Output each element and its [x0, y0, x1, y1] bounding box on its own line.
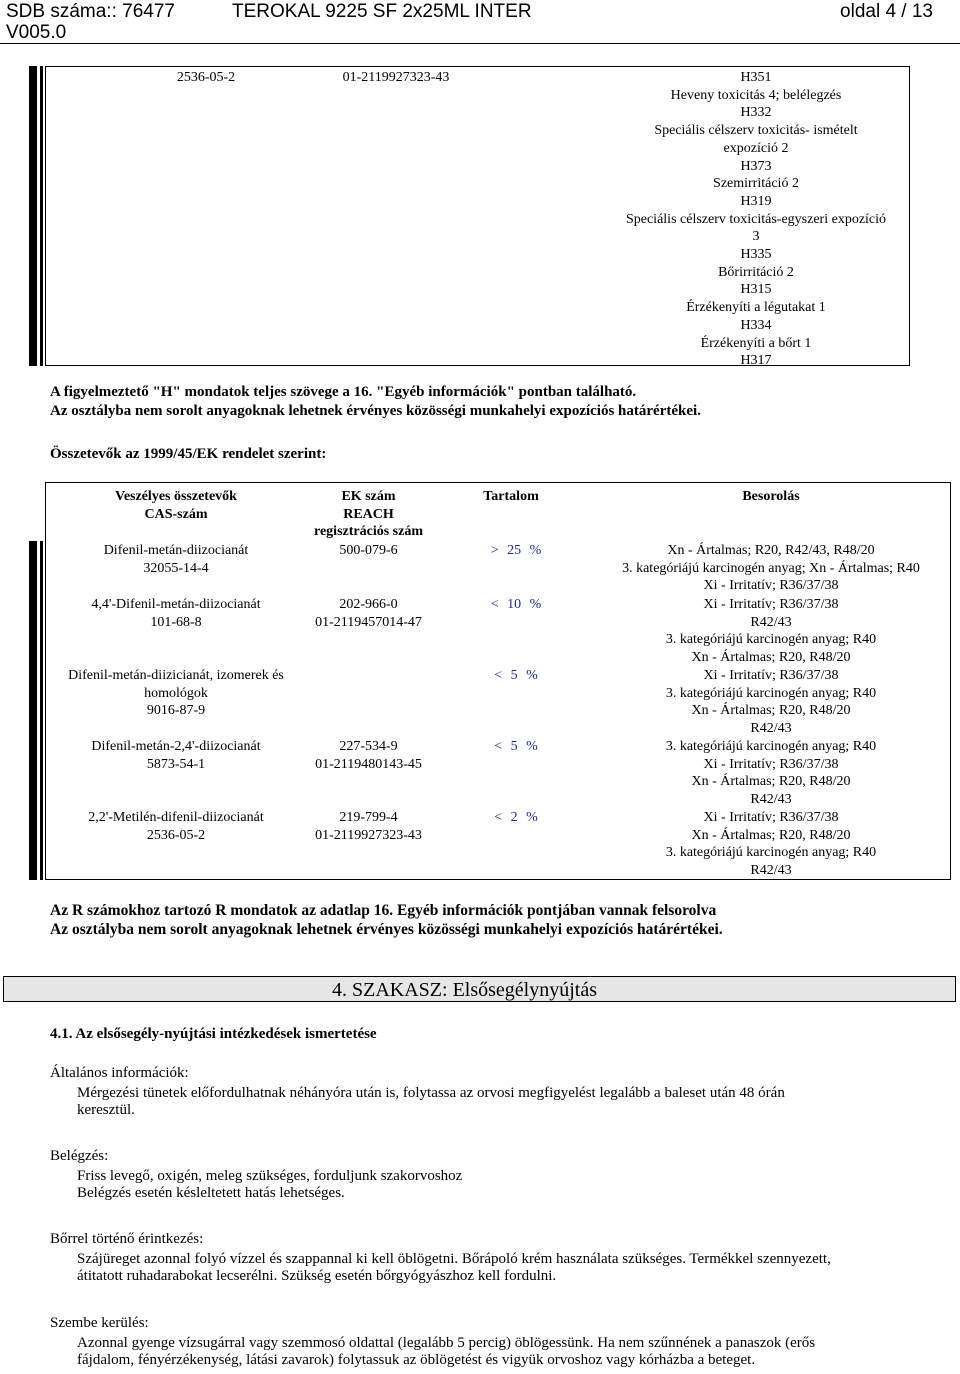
header-components: Veszélyes összetevők CAS-szám	[115, 489, 237, 522]
classification-line: Heveny toxicitás 4; belélegzés	[670, 87, 842, 103]
classification: Xi - Irritatív; R36/37/38 R42/43 3. kategóriájú karcinogén anyag; R40 Xn - Ártalmas; R20, R48/20	[665, 597, 877, 666]
classification-line: H315	[740, 282, 772, 298]
skin-text: Szájüreget azonnal folyó vízzel és szappannal ki kell öblögetni. Bőrápoló krém használata szükséges. Termékkel szennyezett, átitatott ruhadarabokat lecserélni. Szükség esetén bőrgyógyászhoz kell fordulni.	[77, 1251, 831, 1284]
classification-line: H335	[740, 247, 772, 263]
cas-number: 2536-05-2	[176, 70, 236, 85]
classification-line: 3	[752, 229, 760, 245]
r-phrases-note: Az R számokhoz tartozó R mondatok az adatlap 16. Egyéb információk pontjában vannak felsorolva	[50, 902, 717, 919]
classification: Xi - Irritatív; R36/37/38 Xn - Ártalmas; R20, R48/20 3. kategóriájú karcinogén anyag; R40 R42/43	[665, 810, 877, 879]
skin-label: Bőrrel történő érintkezés:	[50, 1231, 204, 1247]
components-table	[45, 482, 951, 880]
reach-number: 01-2119927323-43	[342, 70, 450, 85]
classification-line: expozíció 2	[723, 140, 789, 156]
classification-line: H332	[740, 105, 772, 121]
change-bar	[29, 541, 37, 880]
section-title: 4. SZAKASZ: Elsősegélynyújtás	[332, 979, 597, 1001]
component-name: 2,2'-Metilén-difenil-diizocianát 2536-05-2	[88, 810, 264, 843]
classification-line: Szemirritáció 2	[713, 176, 799, 192]
subsection-title: 4.1. Az elsősegély-nyújtási intézkedések ismertetése	[50, 1026, 377, 1042]
content-percent: < 5 %	[494, 739, 538, 754]
classification: Xi - Irritatív; R36/37/38 3. kategóriájú karcinogén anyag; R40 Xn - Ártalmas; R20, R48/20 R42/43	[665, 668, 877, 737]
content-percent: < 10 %	[490, 597, 542, 612]
content-percent: < 5 %	[494, 668, 538, 683]
h-statements-note: A figyelmeztető "H" mondatok teljes szövege a 16. "Egyéb információk" pontban található.	[50, 384, 637, 400]
continuation-row-box	[45, 66, 910, 369]
classification-line: H319	[740, 193, 772, 209]
inhalation-label: Belégzés:	[50, 1148, 109, 1164]
component-name: Difenil-metán-diizicianát, izomerek és homológok 9016-87-9	[68, 668, 284, 719]
classification-line: Speciális célszerv toxicitás-egyszeri expozíció	[625, 211, 887, 227]
change-bar	[29, 66, 37, 366]
classification-line: H351	[740, 70, 772, 85]
exposure-note: Az osztályba nem sorolt anyagoknak lehetnek érvényes közösségi munkahelyi expozíciós határértékei.	[50, 403, 701, 419]
classification: 3. kategóriájú karcinogén anyag; R40 Xi - Irritatív; R36/37/38 Xn - Ártalmas; R20, R48/20 R42/43	[665, 739, 877, 808]
product-name: TEROKAL 9225 SF 2x25ML INTER	[232, 1, 532, 22]
component-name: Difenil-metán-diizocianát 32055-14-4	[103, 543, 249, 576]
general-label: Általános információk:	[50, 1065, 189, 1081]
change-bar	[40, 66, 43, 366]
classification-line: H317	[740, 353, 772, 369]
classification-line: Speciális célszerv toxicitás- ismételt	[654, 123, 858, 139]
inhalation-text: Friss levegő, oxigén, meleg szükséges, forduljunk szakorvoshoz Belégzés esetén késleltetett hatás lehetséges.	[77, 1168, 463, 1201]
component-name: 4,4'-Difenil-metán-diizocianát 101-68-8	[91, 597, 261, 630]
ek-number: 500-079-6	[339, 543, 398, 558]
header-ek: EK szám REACH regisztrációs szám	[314, 489, 423, 540]
classification-list	[606, 69, 906, 370]
eye-text: Azonnal gyenge vízsugárral vagy szemmosó oldattal (legalább 5 percig) öblögessünk. Ha nem szűnnének a panaszok (erős fájdalom, fényérzékenység, látási zavarok) folytassuk az öblögetést és vigyük orvoshoz vagy kórházba a beteget.	[77, 1335, 816, 1368]
general-text: Mérgezési tünetek előfordulhatnak néhányóra után is, folytassa az orvosi megfigyelést legalább a baleset után 48 órán keresztül.	[77, 1085, 785, 1118]
content-percent: < 2 %	[494, 810, 538, 825]
sdb-number: SDB száma:: 76477	[6, 1, 175, 22]
header-divider	[0, 43, 960, 44]
page-number: oldal 4 / 13	[840, 1, 933, 22]
classification-line: H334	[740, 317, 772, 333]
header-classification: Besorolás	[742, 489, 800, 504]
ek-number: 227-534-9 01-2119480143-45	[315, 739, 422, 772]
ek-number: 219-799-4 01-2119927323-43	[315, 810, 422, 843]
classification: Xn - Ártalmas; R20, R42/43, R48/20 3. kategóriájú karcinogén anyag; Xn - Ártalmas; R40 Xi - Irritatív; R36/37/38	[622, 543, 920, 594]
classification-line: Bőrirritáció 2	[718, 264, 794, 280]
content-percent: > 25 %	[490, 543, 542, 558]
classification-line: Érzékenyíti a bőrt 1	[700, 335, 812, 351]
classification-line: Érzékenyíti a légutakat 1	[686, 300, 826, 316]
component-name: Difenil-metán-2,4'-diizocianát 5873-54-1	[91, 739, 261, 772]
eye-label: Szembe kerülés:	[50, 1315, 149, 1331]
header-content: Tartalom	[483, 489, 539, 504]
classification-line: H373	[740, 158, 772, 174]
components-title: Összetevők az 1999/45/EK rendelet szerint:	[50, 446, 327, 462]
change-bar	[40, 541, 43, 880]
version: V005.0	[6, 22, 67, 43]
exposure-note-2: Az osztályba nem sorolt anyagoknak lehetnek érvényes közösségi munkahelyi expozíciós határértékei.	[50, 921, 723, 938]
ek-number: 202-966-0 01-2119457014-47	[315, 597, 422, 630]
